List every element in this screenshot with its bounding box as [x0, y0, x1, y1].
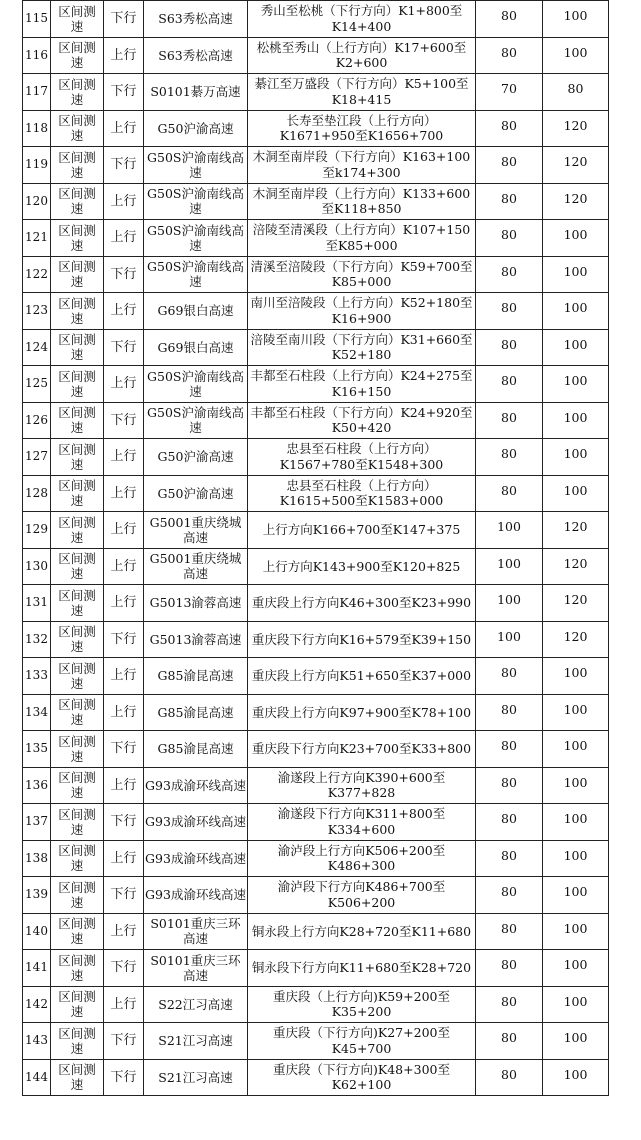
section-description: 丰都至石柱段（上行方向）K24+275至K16+150 — [248, 366, 476, 403]
row-number: 130 — [23, 548, 51, 585]
row-number: 123 — [23, 293, 51, 330]
road-name: G93成渝环线高速 — [144, 767, 248, 804]
enforcement-type: 区间测速 — [51, 512, 104, 549]
row-number: 125 — [23, 366, 51, 403]
table-row — [23, 293, 609, 330]
road-name: S21江习高速 — [144, 1023, 248, 1060]
direction: 上行 — [104, 183, 144, 220]
table-row — [23, 402, 609, 439]
section-description: 涪陵至清溪段（上行方向）K107+150至K85+000 — [248, 220, 476, 257]
row-number: 117 — [23, 74, 51, 111]
section-description: 忠县至石柱段（上行方向）K1615+500至K1583+000 — [248, 475, 476, 512]
enforcement-type: 区间测速 — [51, 1, 104, 38]
enforcement-type: 区间测速 — [51, 147, 104, 184]
direction: 下行 — [104, 1, 144, 38]
table-row — [23, 548, 609, 585]
speed-limit-b: 100 — [543, 439, 609, 476]
direction: 下行 — [104, 1023, 144, 1060]
row-number: 122 — [23, 256, 51, 293]
table-row — [23, 439, 609, 476]
speed-limit-b: 100 — [543, 694, 609, 731]
speed-limit-b: 120 — [543, 512, 609, 549]
section-description: 重庆段下行方向K23+700至K33+800 — [248, 731, 476, 768]
row-number: 133 — [23, 658, 51, 695]
section-description: 重庆段上行方向K97+900至K78+100 — [248, 694, 476, 731]
enforcement-type: 区间测速 — [51, 1023, 104, 1060]
speed-limit-a: 100 — [476, 548, 543, 585]
section-description: 上行方向K166+700至K147+375 — [248, 512, 476, 549]
table-row — [23, 475, 609, 512]
section-description: 松桃至秀山（上行方向）K17+600至K2+600 — [248, 37, 476, 74]
direction: 下行 — [104, 731, 144, 768]
enforcement-type: 区间测速 — [51, 37, 104, 74]
speed-limit-b: 120 — [543, 548, 609, 585]
speed-limit-b: 120 — [543, 110, 609, 147]
speed-limit-a: 80 — [476, 950, 543, 987]
enforcement-type: 区间测速 — [51, 694, 104, 731]
direction: 上行 — [104, 694, 144, 731]
speed-limit-b: 100 — [543, 1023, 609, 1060]
section-description: 涪陵至南川段（下行方向）K31+660至K52+180 — [248, 329, 476, 366]
row-number: 128 — [23, 475, 51, 512]
row-number: 136 — [23, 767, 51, 804]
row-number: 120 — [23, 183, 51, 220]
direction: 上行 — [104, 986, 144, 1023]
direction: 上行 — [104, 548, 144, 585]
speed-limit-b: 100 — [543, 293, 609, 330]
enforcement-type: 区间测速 — [51, 1059, 104, 1096]
section-description: 清溪至涪陵段（下行方向）K59+700至K85+000 — [248, 256, 476, 293]
speed-limit-a: 80 — [476, 804, 543, 841]
road-name: G85渝昆高速 — [144, 731, 248, 768]
speed-limit-b: 120 — [543, 147, 609, 184]
speed-limit-a: 80 — [476, 37, 543, 74]
enforcement-type: 区间测速 — [51, 475, 104, 512]
speed-limit-a: 80 — [476, 439, 543, 476]
speed-limit-a: 80 — [476, 220, 543, 257]
section-description: 秀山至松桃（下行方向）K1+800至K14+400 — [248, 1, 476, 38]
direction: 上行 — [104, 110, 144, 147]
direction: 上行 — [104, 913, 144, 950]
speed-limit-b: 100 — [543, 402, 609, 439]
enforcement-type: 区间测速 — [51, 110, 104, 147]
row-number: 139 — [23, 877, 51, 914]
section-description: 渝遂段上行方向K390+600至K377+828 — [248, 767, 476, 804]
table-row — [23, 877, 609, 914]
section-description: 铜永段上行方向K28+720至K11+680 — [248, 913, 476, 950]
enforcement-type: 区间测速 — [51, 183, 104, 220]
section-description: 长寿至垫江段（上行方向）K1671+950至K1656+700 — [248, 110, 476, 147]
speed-limit-a: 70 — [476, 74, 543, 111]
enforcement-type: 区间测速 — [51, 329, 104, 366]
speed-limit-a: 100 — [476, 585, 543, 622]
table-row — [23, 840, 609, 877]
enforcement-type: 区间测速 — [51, 621, 104, 658]
road-name: G50S沪渝南线高速 — [144, 183, 248, 220]
speed-limit-b: 100 — [543, 877, 609, 914]
section-description: 上行方向K143+900至K120+825 — [248, 548, 476, 585]
table-row — [23, 804, 609, 841]
row-number: 142 — [23, 986, 51, 1023]
road-name: G5013渝蓉高速 — [144, 585, 248, 622]
speed-limit-b: 100 — [543, 950, 609, 987]
speed-limit-b: 100 — [543, 913, 609, 950]
table-row — [23, 1023, 609, 1060]
speed-limit-a: 80 — [476, 1059, 543, 1096]
table-row — [23, 512, 609, 549]
section-description: 渝泸段下行方向K486+700至K506+200 — [248, 877, 476, 914]
road-name: S0101綦万高速 — [144, 74, 248, 111]
direction: 下行 — [104, 621, 144, 658]
table-row — [23, 110, 609, 147]
speed-limit-b: 100 — [543, 986, 609, 1023]
direction: 上行 — [104, 840, 144, 877]
road-name: G50S沪渝南线高速 — [144, 220, 248, 257]
section-description: 重庆段（上行方向)K59+200至K35+200 — [248, 986, 476, 1023]
speed-limit-a: 80 — [476, 913, 543, 950]
enforcement-type: 区间测速 — [51, 804, 104, 841]
direction: 下行 — [104, 402, 144, 439]
speed-limit-b: 100 — [543, 329, 609, 366]
speed-limit-a: 80 — [476, 293, 543, 330]
direction: 上行 — [104, 658, 144, 695]
enforcement-type: 区间测速 — [51, 840, 104, 877]
section-description: 铜永段下行方向K11+680至K28+720 — [248, 950, 476, 987]
speed-limit-a: 80 — [476, 877, 543, 914]
road-name: S0101重庆三环高速 — [144, 913, 248, 950]
row-number: 137 — [23, 804, 51, 841]
road-name: G5001重庆绕城高速 — [144, 512, 248, 549]
row-number: 134 — [23, 694, 51, 731]
speed-limit-b: 100 — [543, 767, 609, 804]
table-row — [23, 37, 609, 74]
row-number: 119 — [23, 147, 51, 184]
speed-limit-b: 100 — [543, 220, 609, 257]
enforcement-type: 区间测速 — [51, 74, 104, 111]
row-number: 140 — [23, 913, 51, 950]
speed-limit-a: 80 — [476, 731, 543, 768]
speed-limit-b: 80 — [543, 74, 609, 111]
speed-limit-a: 100 — [476, 621, 543, 658]
row-number: 118 — [23, 110, 51, 147]
road-name: G50沪渝高速 — [144, 475, 248, 512]
table-row — [23, 256, 609, 293]
speed-limit-a: 80 — [476, 767, 543, 804]
section-description: 重庆段（下行方向)K27+200至K45+700 — [248, 1023, 476, 1060]
direction: 下行 — [104, 1059, 144, 1096]
section-description: 忠县至石柱段（上行方向）K1567+780至K1548+300 — [248, 439, 476, 476]
speed-limit-a: 100 — [476, 512, 543, 549]
table-row — [23, 913, 609, 950]
row-number: 124 — [23, 329, 51, 366]
speed-limit-b: 100 — [543, 475, 609, 512]
section-description: 渝泸段上行方向K506+200至K486+300 — [248, 840, 476, 877]
speed-limit-a: 80 — [476, 1023, 543, 1060]
speed-limit-a: 80 — [476, 694, 543, 731]
enforcement-type: 区间测速 — [51, 913, 104, 950]
enforcement-type: 区间测速 — [51, 256, 104, 293]
enforcement-type: 区间测速 — [51, 402, 104, 439]
speed-limit-b: 100 — [543, 658, 609, 695]
row-number: 129 — [23, 512, 51, 549]
table-row — [23, 950, 609, 987]
table-row — [23, 329, 609, 366]
speed-limit-a: 80 — [476, 110, 543, 147]
table-row — [23, 767, 609, 804]
direction: 上行 — [104, 439, 144, 476]
road-name: G93成渝环线高速 — [144, 804, 248, 841]
table-row — [23, 694, 609, 731]
direction: 下行 — [104, 74, 144, 111]
road-name: S22江习高速 — [144, 986, 248, 1023]
enforcement-type: 区间测速 — [51, 293, 104, 330]
table-row — [23, 1, 609, 38]
road-name: S63秀松高速 — [144, 1, 248, 38]
enforcement-type: 区间测速 — [51, 767, 104, 804]
table-row — [23, 621, 609, 658]
row-number: 143 — [23, 1023, 51, 1060]
road-name: G5013渝蓉高速 — [144, 621, 248, 658]
speed-limit-a: 80 — [476, 1, 543, 38]
direction: 上行 — [104, 585, 144, 622]
enforcement-type: 区间测速 — [51, 548, 104, 585]
direction: 下行 — [104, 877, 144, 914]
table-row — [23, 658, 609, 695]
road-name: S63秀松高速 — [144, 37, 248, 74]
road-name: G5001重庆绕城高速 — [144, 548, 248, 585]
table-row — [23, 366, 609, 403]
speed-limit-b: 100 — [543, 37, 609, 74]
speed-limit-b: 100 — [543, 1059, 609, 1096]
direction: 下行 — [104, 950, 144, 987]
speed-limit-a: 80 — [476, 366, 543, 403]
road-name: G50沪渝高速 — [144, 110, 248, 147]
speed-limit-b: 100 — [543, 366, 609, 403]
row-number: 115 — [23, 1, 51, 38]
section-description: 綦江至万盛段（下行方向）K5+100至K18+415 — [248, 74, 476, 111]
section-description: 渝遂段下行方向K311+800至K334+600 — [248, 804, 476, 841]
road-name: G93成渝环线高速 — [144, 840, 248, 877]
table-row — [23, 585, 609, 622]
enforcement-type: 区间测速 — [51, 950, 104, 987]
row-number: 138 — [23, 840, 51, 877]
road-name: G50S沪渝南线高速 — [144, 366, 248, 403]
speed-limit-a: 80 — [476, 256, 543, 293]
row-number: 132 — [23, 621, 51, 658]
direction: 上行 — [104, 220, 144, 257]
section-description: 木洞至南岸段（上行方向）K133+600至K118+850 — [248, 183, 476, 220]
table-row — [23, 220, 609, 257]
direction: 上行 — [104, 293, 144, 330]
enforcement-type: 区间测速 — [51, 731, 104, 768]
speed-limit-b: 120 — [543, 183, 609, 220]
enforcement-type: 区间测速 — [51, 986, 104, 1023]
enforcement-type: 区间测速 — [51, 585, 104, 622]
direction: 上行 — [104, 37, 144, 74]
section-description: 重庆段上行方向K51+650至K37+000 — [248, 658, 476, 695]
row-number: 126 — [23, 402, 51, 439]
section-description: 重庆段上行方向K46+300至K23+990 — [248, 585, 476, 622]
speed-limit-b: 100 — [543, 256, 609, 293]
speed-limit-b: 100 — [543, 731, 609, 768]
row-number: 116 — [23, 37, 51, 74]
enforcement-type: 区间测速 — [51, 658, 104, 695]
row-number: 135 — [23, 731, 51, 768]
speed-limit-a: 80 — [476, 658, 543, 695]
road-name: G69银白高速 — [144, 329, 248, 366]
speed-enforcement-table — [22, 0, 609, 1096]
table-body — [23, 0, 609, 1096]
section-description: 南川至涪陵段（上行方向）K52+180至K16+900 — [248, 293, 476, 330]
table-row — [23, 147, 609, 184]
speed-limit-b: 100 — [543, 840, 609, 877]
row-number: 144 — [23, 1059, 51, 1096]
speed-limit-a: 80 — [476, 183, 543, 220]
enforcement-type: 区间测速 — [51, 366, 104, 403]
direction: 下行 — [104, 804, 144, 841]
section-description: 重庆段下行方向K16+579至K39+150 — [248, 621, 476, 658]
road-name: G50S沪渝南线高速 — [144, 256, 248, 293]
table-row — [23, 731, 609, 768]
row-number: 121 — [23, 220, 51, 257]
road-name: G50S沪渝南线高速 — [144, 147, 248, 184]
road-name: S0101重庆三环高速 — [144, 950, 248, 987]
direction: 下行 — [104, 256, 144, 293]
direction: 上行 — [104, 512, 144, 549]
direction: 上行 — [104, 475, 144, 512]
section-description: 重庆段（下行方向)K48+300至K62+100 — [248, 1059, 476, 1096]
table-row — [23, 74, 609, 111]
direction: 上行 — [104, 366, 144, 403]
road-name: G93成渝环线高速 — [144, 877, 248, 914]
enforcement-type: 区间测速 — [51, 439, 104, 476]
speed-limit-a: 80 — [476, 147, 543, 184]
row-number: 127 — [23, 439, 51, 476]
speed-limit-a: 80 — [476, 986, 543, 1023]
table-row — [23, 986, 609, 1023]
road-name: S21江习高速 — [144, 1059, 248, 1096]
direction: 下行 — [104, 329, 144, 366]
road-name: G50S沪渝南线高速 — [144, 402, 248, 439]
direction: 下行 — [104, 147, 144, 184]
speed-limit-a: 80 — [476, 840, 543, 877]
direction: 上行 — [104, 767, 144, 804]
road-name: G85渝昆高速 — [144, 694, 248, 731]
speed-limit-b: 120 — [543, 621, 609, 658]
table-row — [23, 183, 609, 220]
speed-limit-b: 120 — [543, 585, 609, 622]
road-name: G85渝昆高速 — [144, 658, 248, 695]
table-row — [23, 1059, 609, 1096]
speed-limit-b: 100 — [543, 804, 609, 841]
speed-limit-a: 80 — [476, 402, 543, 439]
speed-limit-a: 80 — [476, 329, 543, 366]
speed-limit-a: 80 — [476, 475, 543, 512]
enforcement-type: 区间测速 — [51, 877, 104, 914]
row-number: 131 — [23, 585, 51, 622]
section-description: 木洞至南岸段（下行方向）K163+100至k174+300 — [248, 147, 476, 184]
row-number: 141 — [23, 950, 51, 987]
road-name: G69银白高速 — [144, 293, 248, 330]
road-name: G50沪渝高速 — [144, 439, 248, 476]
section-description: 丰都至石柱段（下行方向）K24+920至K50+420 — [248, 402, 476, 439]
speed-limit-b: 100 — [543, 1, 609, 38]
enforcement-type: 区间测速 — [51, 220, 104, 257]
